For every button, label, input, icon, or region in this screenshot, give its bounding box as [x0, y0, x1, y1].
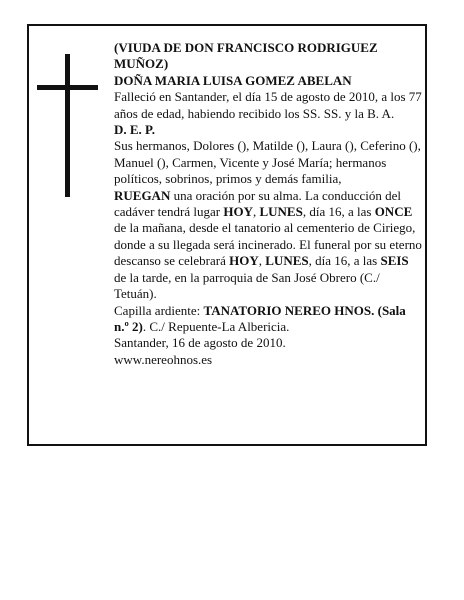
notice-text	[114, 40, 422, 368]
death-details: Falleció en Santander, el día 15 de agosto de 2010, a los 77 años de edad, habiendo recibido los SS. SS. y la B. A.	[114, 89, 422, 121]
separator-2: ,	[258, 253, 266, 269]
once-word: ONCE	[374, 204, 413, 220]
widow-of-line: (VIUDA DE DON FRANCISCO RODRIGUEZ MUÑOZ)	[114, 40, 378, 72]
seis-word: SEIS	[380, 253, 409, 269]
cross-icon	[37, 54, 98, 197]
hoy-word-2: HOY	[229, 253, 259, 269]
website-text: www.nereohnos.es	[114, 351, 213, 367]
tanatorio-name: TANATORIO NEREO HNOS. (Sala n.º 2)	[114, 302, 406, 334]
funeral-details	[114, 188, 422, 303]
funeral-text-1: , día 16, a las	[308, 253, 381, 269]
hoy-word-1: HOY	[223, 204, 253, 220]
chapel-line	[114, 303, 422, 336]
chapel-label: Capilla ardiente:	[114, 302, 204, 318]
funeral-text-2: de la tarde, en la parroquia de San José Obrero (C./ Tetuán).	[114, 269, 380, 302]
date-line: Santander, 16 de agosto de 2010.	[114, 335, 286, 351]
lunes-word-2: LUNES	[265, 253, 309, 269]
conduction-text-1: una oración por su alma. La conducción del cadáver tendrá lugar	[114, 187, 402, 220]
separator-1: ,	[252, 204, 260, 220]
dep-line: D. E. P.	[114, 122, 156, 138]
cross-horizontal-bar	[37, 85, 98, 90]
ruegan-word: RUEGAN	[114, 187, 171, 203]
conduction-text-2: , día 16, a las	[302, 204, 375, 220]
cross-vertical-bar	[65, 54, 70, 197]
deceased-name: DOÑA MARIA LUISA GOMEZ ABELAN	[114, 72, 352, 88]
tanatorio-address: . C./ Repuente-La Albericia.	[142, 318, 290, 334]
family-list: Sus hermanos, Dolores (), Matilde (), Laura (), Ceferino (), Manuel (), Carmen, Vicente y José María; hermanos políticos, sobrinos, primos y demás familia,	[114, 138, 421, 187]
lunes-word-1: LUNES	[259, 204, 303, 220]
conduction-text-3: de la mañana, desde el tanatorio al cementerio de Ciriego, donde a su llegada será incinerado. El funeral por su eterno descanso se celebrará	[114, 220, 422, 269]
